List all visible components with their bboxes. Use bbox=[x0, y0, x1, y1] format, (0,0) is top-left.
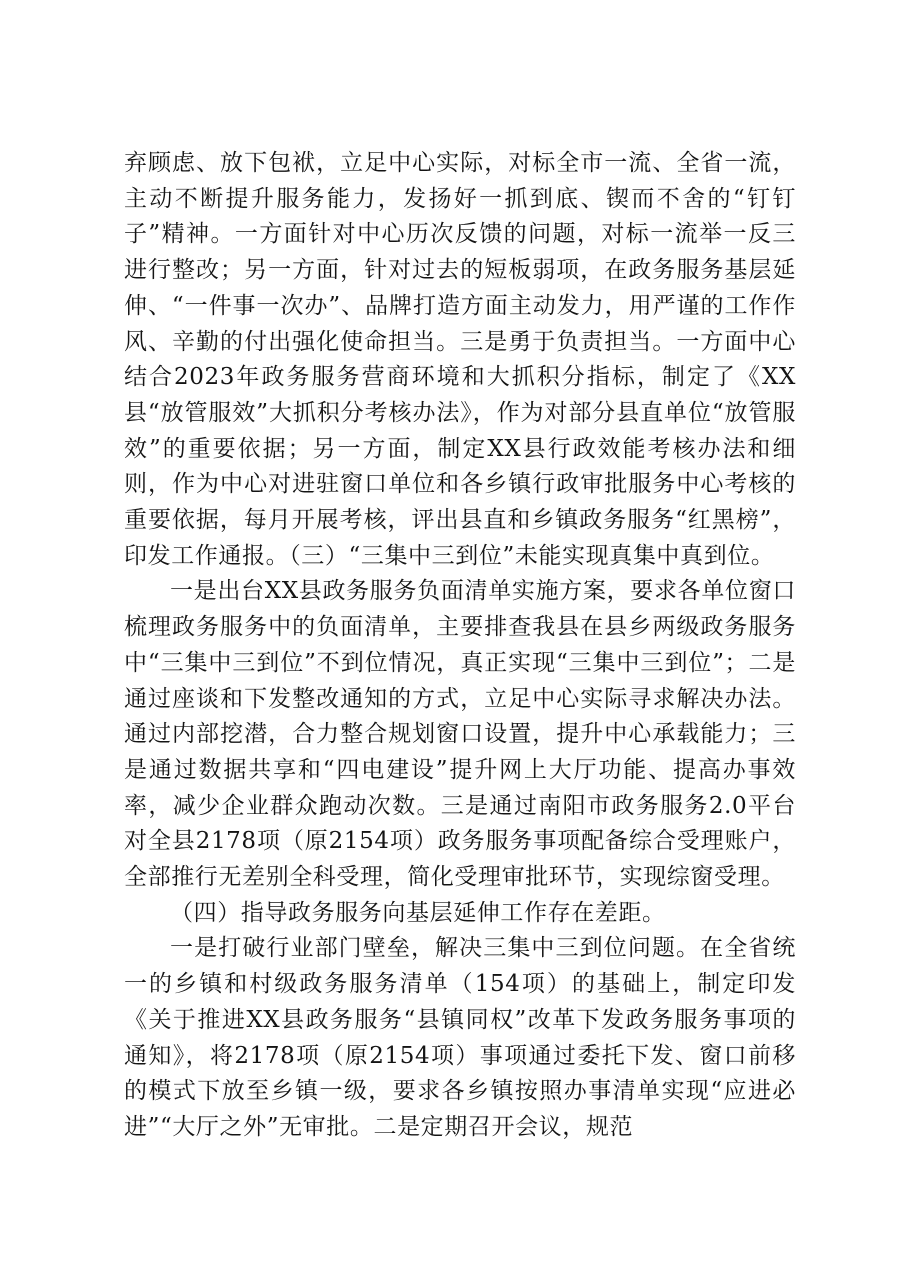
paragraph-3: 一是打破行业部门壁垒，解决三集中三到位问题。在全省统一的乡镇和村级政务服务清单（154项）的基础上，制定印发《关于推进XX县政务服务“县镇同权”改革下发政务服务事项的通知》，将2178项（原2154项）事项通过委托下发、窗口前移的模式下放至乡镇一级，要求各乡镇按照办事清单实现“应进必进”“大厅之外”无审批。二是定期召开会议，规范 bbox=[124, 935, 796, 1140]
document-body bbox=[124, 146, 796, 1146]
paragraph-2: 一是出台XX县政务服务负面清单实施方案，要求各单位窗口梳理政务服务中的负面清单，主要排查我县在县乡两级政务服务中“三集中三到位”不到位情况，真正实现“三集中三到位”；二是通过座谈和下发整改通知的方式，立足中心实际寻求解决办法。通过内部挖潜，合力整合规划窗口设置，提升中心承载能力；三是通过数据共享和“四电建设”提升网上大厅功能、提高办事效率，减少企业群众跑动次数。三是通过南阳市政务服务2.0平台对全县2178项（原2154项）政务服务事项配备综合受理账户，全部推行无差别全科受理，简化受理审批环节，实现综窗受理。 bbox=[124, 578, 796, 891]
paragraph-1: 弃顾虑、放下包袱，立足中心实际，对标全市一流、全省一流，主动不断提升服务能力，发扬好一抓到底、锲而不舍的“钉钉子”精神。一方面针对中心历次反馈的问题，对标一流举一反三进行整改；另一方面，针对过去的短板弱项，在政务服务基层延伸、“一件事一次办”、品牌打造方面主动发力，用严谨的工作作风、辛勤的付出强化使命担当。三是勇于负责担当。一方面中心结合2023年政务服务营商环境和大抓积分指标，制定了《XX县“放管服效”大抓积分考核办法》，作为对部分县直单位“放管服效”的重要依据；另一方面，制定XX县行政效能考核办法和细则，作为中心对进驻窗口单位和各乡镇行政审批服务中心考核的重要依据，每月开展考核，评出县直和乡镇政务服务“红黑榜”，印发工作通报。（三）“三集中三到位”未能实现真集中真到位。 bbox=[124, 150, 796, 569]
section-heading-4: （四）指导政务服务向基层延伸工作存在差距。 bbox=[170, 899, 666, 926]
